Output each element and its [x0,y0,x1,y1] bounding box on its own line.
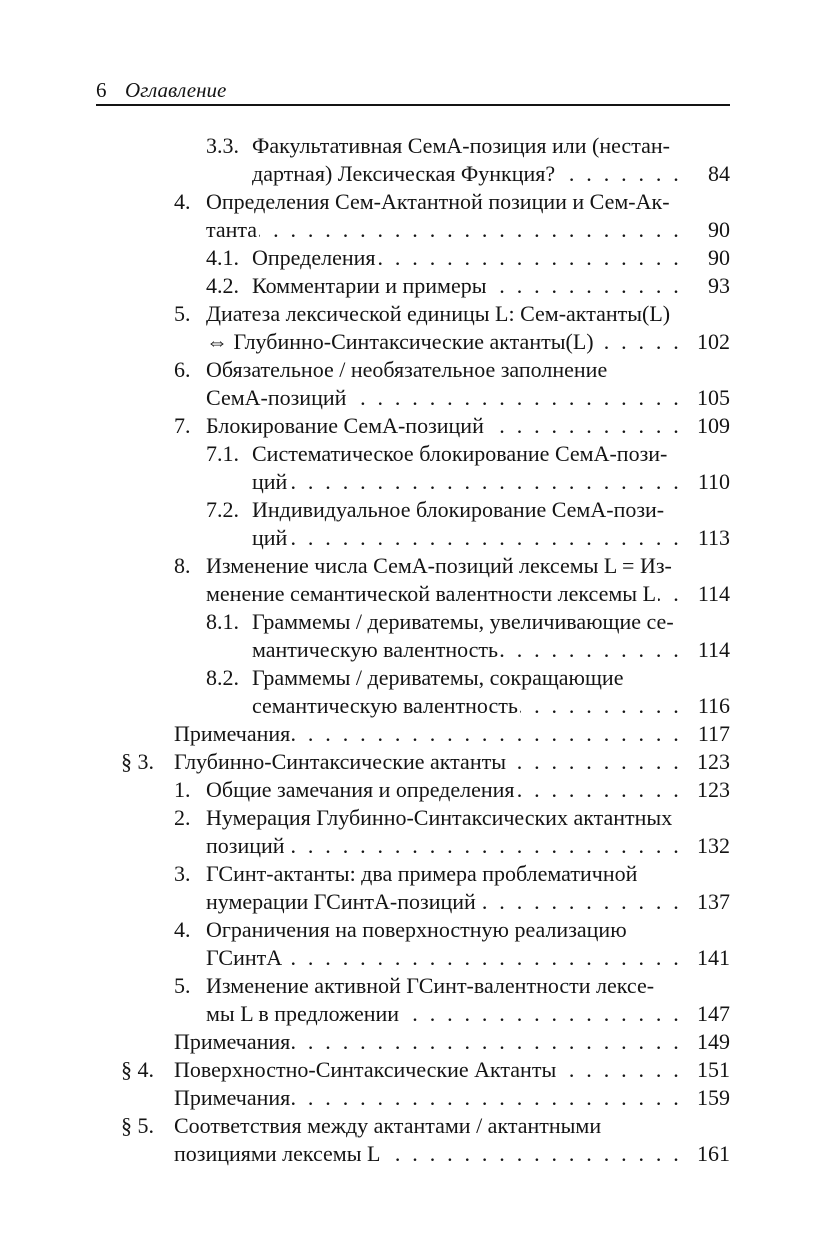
toc-entry-title-line-last: . . . Поверхностно-Синтаксические Актанты 151 [174,1056,730,1084]
toc-entry-page: 114 [683,580,730,608]
toc-entry-title-line: Индивидуальное блокирование СемА-пози- [252,497,665,522]
toc-entry[interactable] [0,720,730,748]
toc-entry-title-line-last: . . . Комментарии и примеры 93 [252,272,730,300]
toc-entry-title-line: Систематическое блокирование СемА-пози- [252,441,668,466]
toc-entry-title-line: Изменение активной ГСинт-валентности лексе- [206,973,655,998]
toc-entry-title-line-last: . . . танта 90 [206,216,730,244]
toc-entry-number: 3. [174,861,191,886]
toc-entry[interactable] [0,132,730,188]
toc-entry[interactable] [0,356,730,412]
toc-entry-page: 93 [683,272,730,300]
toc-entry-page: 113 [683,524,730,552]
toc-entry-title-line-last: . . . Определения 90 [252,244,730,272]
page-number: 6 [96,78,107,102]
toc-entry-number: 4.2. [206,273,239,298]
toc-entry-number: 4.1. [206,245,239,270]
toc-entry[interactable] [0,552,730,608]
toc-entry-page: 147 [683,1000,730,1028]
toc-entry-page: 141 [683,944,730,972]
toc-entry-number: 4. [174,189,191,214]
toc-entry[interactable] [0,412,730,440]
toc-entry-page: 90 [683,244,730,272]
toc-entry-page: 123 [683,776,730,804]
toc-entry-title-line-last: . . . ций 110 [252,468,730,496]
toc-entry[interactable] [0,608,730,664]
running-title: Оглавление [125,78,227,102]
toc-entry[interactable] [0,1056,730,1084]
toc-entry-number: 8. [174,553,191,578]
toc-entry-title-line-last: . . . дартная) Лексическая Функция? 84 [252,160,730,188]
toc-entry-page: 137 [683,888,730,916]
toc-entry-title-line-last: . . . мантическую валентность 114 [252,636,730,664]
toc-entry[interactable] [0,440,730,496]
toc-entry-title-line: Диатеза лексической единицы L: Сем-актанты(L) [206,301,671,326]
toc-entry-title-line-last: . . . СемА-позиций 105 [206,384,730,412]
toc-entry[interactable] [0,972,730,1028]
toc-entry-page: 90 [683,216,730,244]
toc-entry-title-line: Изменение числа СемА-позиций лексемы L = Из- [206,553,672,578]
toc-entry-page: 151 [683,1056,730,1084]
toc-entry[interactable] [0,860,730,916]
toc-entry-title-line-last: . . . ГСинтА 141 [206,944,730,972]
toc-entry-title-line: Нумерация Глубинно-Синтаксических актантных [206,805,673,830]
toc-entry-page: 102 [683,328,730,356]
toc-entry-page: 117 [683,720,730,748]
toc-entry-title-line: Факультативная СемА-позиция или (нестан- [252,133,670,158]
toc-entry-title-line: Соответствия между актантами / актантными [174,1113,602,1138]
toc-entry-number: 5. [174,301,191,326]
toc-entry-number: 6. [174,357,191,382]
toc-entry-page: 123 [683,748,730,776]
toc-entry[interactable] [0,188,730,244]
toc-entry[interactable] [0,1028,730,1056]
toc-entry-page: 114 [683,636,730,664]
toc-entry[interactable] [0,496,730,552]
toc-entry-number: 5. [174,973,191,998]
toc-entry[interactable] [0,272,730,300]
toc-entry-title-line-last: . . . ⇔ Глубинно-Синтаксические актанты(L) 102 [206,328,730,356]
toc-entry-title-line: ГСинт-актанты: два примера проблематичной [206,861,638,886]
toc-entry-number: 7.1. [206,441,239,466]
toc-entry-number: 2. [174,805,191,830]
toc-entry[interactable] [0,664,730,720]
toc-entry-title-line-last: . . . Блокирование СемА-позиций 109 [206,412,730,440]
toc-entry-page: 149 [683,1028,730,1056]
toc-entry-title-line-last: . . . ций 113 [252,524,730,552]
toc-entry-title-line-last: . . . Общие замечания и определения 123 [206,776,730,804]
toc-entry[interactable] [0,300,730,356]
toc-entry[interactable] [0,916,730,972]
toc-entry-number: 8.2. [206,665,239,690]
toc-entry-title-line-last: . . . позиций 132 [206,832,730,860]
toc-entry-number: 4. [174,917,191,942]
toc-entry[interactable] [0,1084,730,1112]
toc-entry-title-line-last: . . . Примечания 117 [174,720,730,748]
toc-entry-page: 105 [683,384,730,412]
toc-entry-page: 159 [683,1084,730,1112]
toc-entry-title-line: Определения Сем-Актантной позиции и Сем-Ак- [206,189,670,214]
toc-entry-page: 84 [683,160,730,188]
toc-entry-title-line-last: . . . мы L в предложении 147 [206,1000,730,1028]
toc-entry[interactable] [0,244,730,272]
running-head [96,76,730,106]
toc-entry-number: 3.3. [206,133,239,158]
toc-entry-title-line-last: . . . нумерации ГСинтА-позиций 137 [206,888,730,916]
toc-entry-number: 8.1. [206,609,239,634]
toc-entry-title-line: Ограничения на поверхностную реализацию [206,917,627,942]
toc-entry-page: 116 [683,692,730,720]
toc-entry-title-line-last: . . . семантическую валентность 116 [252,692,730,720]
toc-entry-number: 7. [174,413,191,438]
toc-entry-number: 1. [174,777,191,802]
toc-entry-title-line: Граммемы / дериватемы, увеличивающие се- [252,609,674,634]
toc-entry-page: 132 [683,832,730,860]
toc-entry-page: 110 [683,468,730,496]
toc-entry-number: § 5. [121,1113,154,1138]
toc-entry-page: 109 [683,412,730,440]
toc-entry-title-line: Граммемы / дериватемы, сокращающие [252,665,624,690]
toc-entry-title-line-last: . . . позициями лексемы L 161 [174,1140,730,1168]
toc-entry-title-line: Обязательное / необязательное заполнение [206,357,608,382]
toc-entry-title-line-last: . . . Примечания 149 [174,1028,730,1056]
toc-entry[interactable] [0,776,730,804]
toc-entry-number: § 3. [121,749,154,774]
toc-entry-title-line-last: . . . менение семантической валентности лексемы L 114 [206,580,730,608]
toc-entry[interactable] [0,748,730,776]
toc-entry-number: § 4. [121,1057,154,1082]
toc-entry[interactable] [0,804,730,860]
toc-entry-title-line-last: . . . Глубинно-Синтаксические актанты 123 [174,748,730,776]
toc-entry[interactable] [0,1112,730,1168]
toc-entry-number: 7.2. [206,497,239,522]
toc-entry-page: 161 [683,1140,730,1168]
toc-entry-title-line-last: . . . Примечания 159 [174,1084,730,1112]
